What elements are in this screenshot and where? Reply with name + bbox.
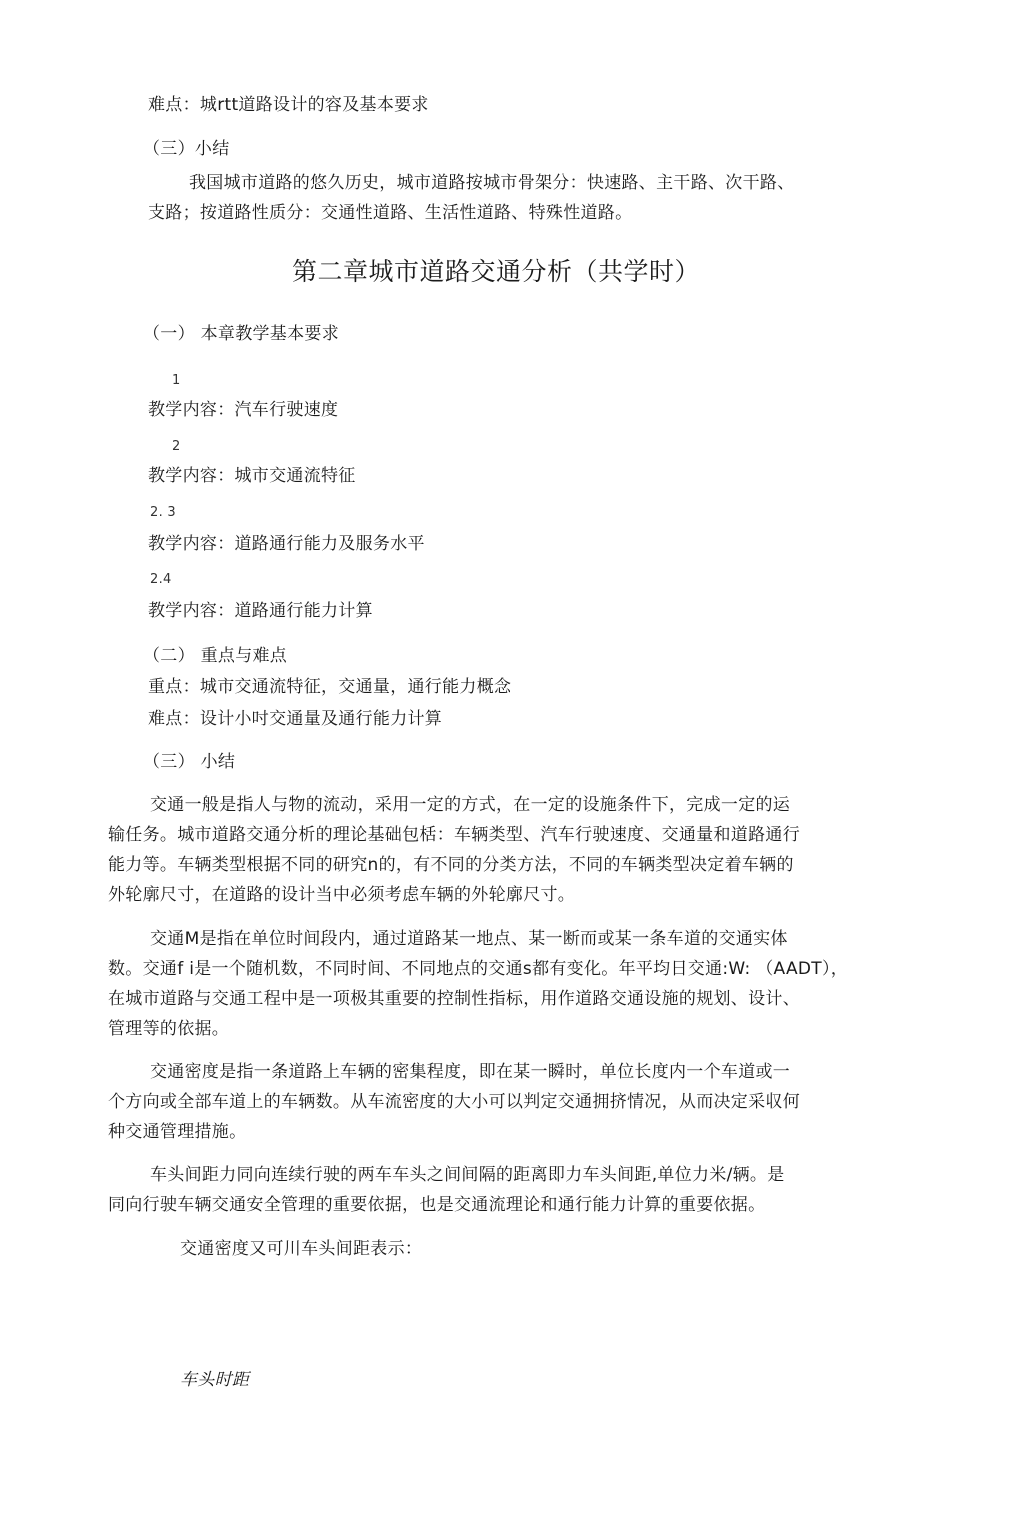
chapter-title: 第二章城市道路交通分析（共学时）	[292, 257, 701, 286]
summary-heading-2: （三） 小结	[143, 752, 236, 772]
para-1-line-4: 外轮廓尺寸，在道路的设计当中必须考虑车辆的外轮廓尺寸。	[108, 885, 576, 905]
para-4-line-1: 车头间距力同向连续行驶的两车车头之间间隔的距离即力车头间距,单位力米/辆。是	[150, 1165, 785, 1185]
teaching-content-2: 教学内容：城市交通流特征	[148, 466, 356, 486]
section-requirements-heading: （一） 本章教学基本要求	[143, 324, 340, 344]
key-points-heading: （二） 重点与难点	[143, 646, 288, 666]
density-formula-intro: 交通密度又可川车头间距表示：	[180, 1239, 423, 1259]
para-1-line-3: 能力等。车辆类型根据不同的研究n的，有不同的分类方法，不同的车辆类型决定着车辆的	[108, 855, 794, 875]
para-3-line-2: 个方向或全部车道上的车辆数。从车流密度的大小可以判定交通拥挤情况，从而决定采収何	[108, 1092, 800, 1112]
item-number-1: 1	[172, 373, 181, 388]
para-3-line-1: 交通密度是指一条道路上车辆的密集程度，即在某一瞬时，单位长度内一个车道或一	[150, 1062, 791, 1082]
para-2-line-3: 在城市道路与交通工程中是一项极其重要的控制性指标，用作道路交通设施的规划、设计、	[108, 989, 800, 1009]
para-4-line-2: 同向行驶车辆交通安全管理的重要依据，也是交通流理论和通行能力计算的重要依据。	[108, 1195, 766, 1215]
summary-line-2: 支路；按道路性质分：交通性道路、生活性道路、特殊性道路。	[148, 203, 633, 223]
item-number-2: 2	[172, 439, 181, 454]
para-2-line-4: 管理等的依据。	[108, 1019, 230, 1039]
key-points-line: 重点：城市交通流特征，交通量，通行能力概念	[148, 677, 512, 697]
summary-line-1: 我国城市道路的悠久历史，城市道路按城市骨架分：快速路、主干路、次干路、	[189, 173, 795, 193]
item-number-4: 2.4	[150, 572, 172, 587]
teaching-content-1: 教学内容：汽车行驶速度	[148, 400, 339, 420]
para-1-line-1: 交通一般是指人与物的流动，采用一定的方式，在一定的设施条件下，完成一定的运	[150, 795, 791, 815]
para-3-line-3: 种交通管理措施。	[108, 1122, 247, 1142]
para-2-line-1: 交通M是指在单位时间段内，通过道路某一地点、某一断而或某一条车道的交通实体	[150, 929, 788, 949]
teaching-content-4: 教学内容：道路通行能力计算	[148, 601, 373, 621]
difficulty-line: 难点：城rtt道路设计的容及基本要求	[148, 95, 429, 115]
teaching-content-3: 教学内容：道路通行能力及服务水平	[148, 534, 425, 554]
item-number-3: 2. 3	[150, 505, 177, 520]
para-2-line-2: 数。交通f i是一个随机数，不同时间、不同地点的交通s都有变化。年平均日交通:W: （AADT），	[108, 959, 849, 979]
summary-heading: （三）小结	[143, 139, 230, 159]
difficulty-line-2: 难点：设计小吋交通量及通行能力计算	[148, 709, 443, 729]
para-1-line-2: 输任务。城市道路交通分析的理论基础包栝：车辆类型、汽车行驶速度、交通量和道路通行	[108, 825, 800, 845]
headway-label: 车头时距	[180, 1370, 250, 1390]
